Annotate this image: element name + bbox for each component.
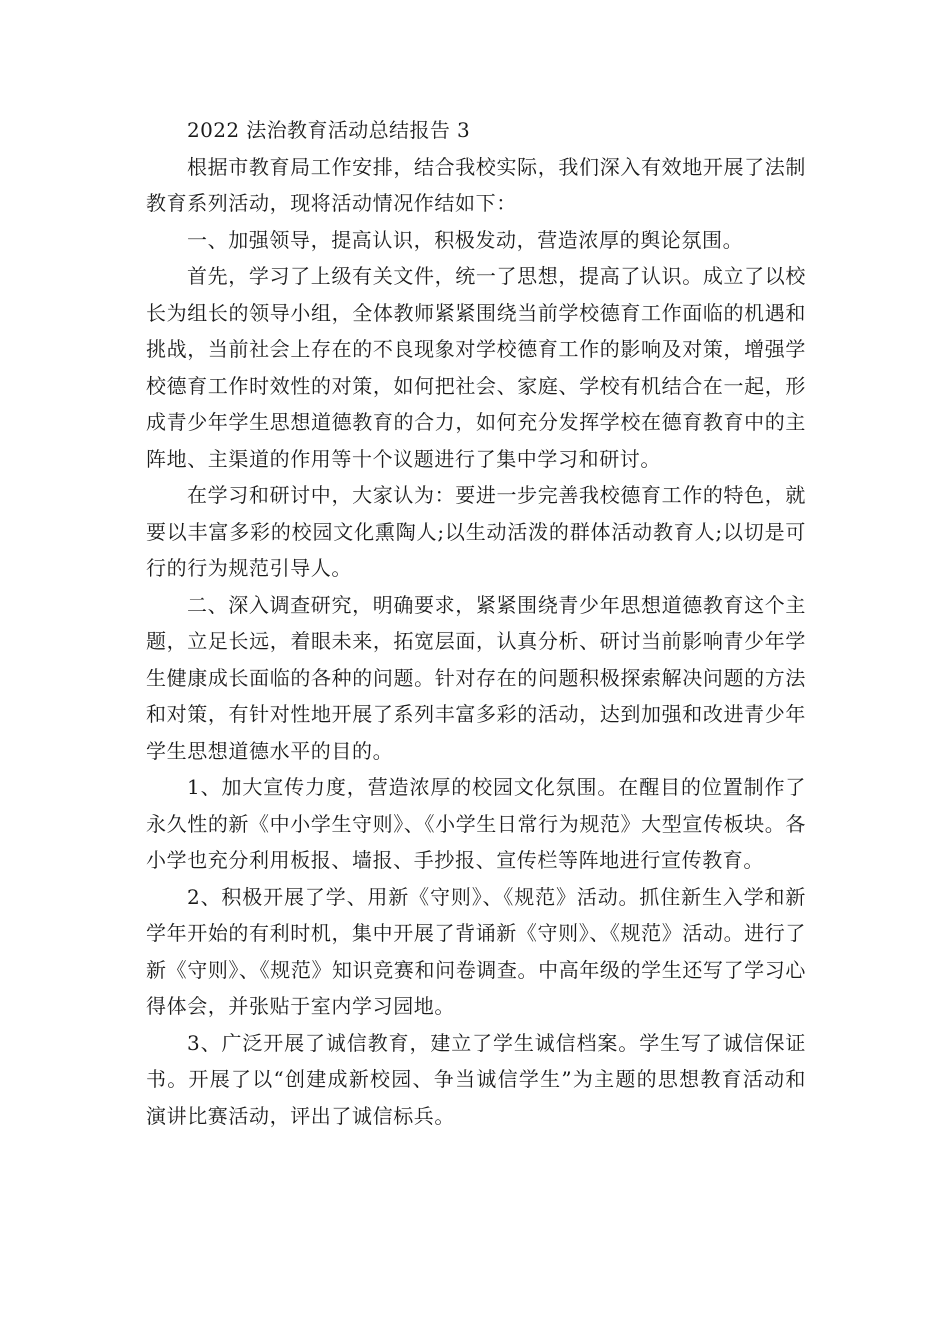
paragraph-section-1-conclusion: 在学习和研讨中，大家认为：要进一步完善我校德育工作的特色，就要以丰富多彩的校园文化熏陶人;以生动活泼的群体活动教育人;以切是可行的行为规范引导人。: [146, 483, 806, 580]
document-body: [146, 112, 806, 1134]
paragraph-section-1-body: 首先，学习了上级有关文件，统一了思想，提高了认识。成立了以校长为组长的领导小组，全体教师紧紧围绕当前学校德育工作面临的机遇和挑战，当前社会上存在的不良现象对学校德育工作的影响及对策，增强学校德育工作时效性的对策，如何把社会、家庭、学校有机结合在一起，形成青少年学生思想道德教育的合力，如何充分发挥学校在德育教育中的主阵地、主渠道的作用等十个议题进行了集中学习和研讨。: [146, 264, 806, 471]
paragraph-section-1-heading: 一、加强领导，提高认识，积极发动，营造浓厚的舆论氛围。: [187, 227, 744, 252]
paragraph-item-2: 2、积极开展了学、用新《守则》、《规范》活动。抓住新生入学和新学年开始的有利时机，集中开展了背诵新《守则》、《规范》活动。进行了新《守则》、《规范》知识竞赛和问卷调查。中高年级的学生还写了学习心得体会，并张贴于室内学习园地。: [146, 884, 806, 1018]
paragraph-item-3: 3、广泛开展了诚信教育，建立了学生诚信档案。学生写了诚信保证书。开展了以“创建成新校园、争当诚信学生”为主题的思想教育活动和演讲比赛活动，评出了诚信标兵。: [146, 1030, 806, 1128]
paragraph-intro: 根据市教育局工作安排，结合我校实际，我们深入有效地开展了法制教育系列活动，现将活动情况作结如下：: [146, 154, 806, 215]
paragraph-item-1: 1、加大宣传力度，营造浓厚的校园文化氛围。在醒目的位置制作了永久性的新《中小学生守则》、《小学生日常行为规范》大型宣传板块。各小学也充分利用板报、墙报、手抄报、宣传栏等阵地进行宣传教育。: [146, 775, 806, 872]
paragraph-section-2-heading: 二、深入调查研究，明确要求，紧紧围绕青少年思想道德教育这个主题，立足长远，着眼未来，拓宽层面，认真分析、研讨当前影响青少年学生健康成长面临的各种的问题。针对存在的问题积极探索解决问题的方法和对策，有针对性地开展了系列丰富多彩的活动，达到加强和改进青少年学生思想道德水平的目的。: [146, 592, 806, 763]
document-title: 2022 法治教育活动总结报告 3: [187, 118, 471, 142]
